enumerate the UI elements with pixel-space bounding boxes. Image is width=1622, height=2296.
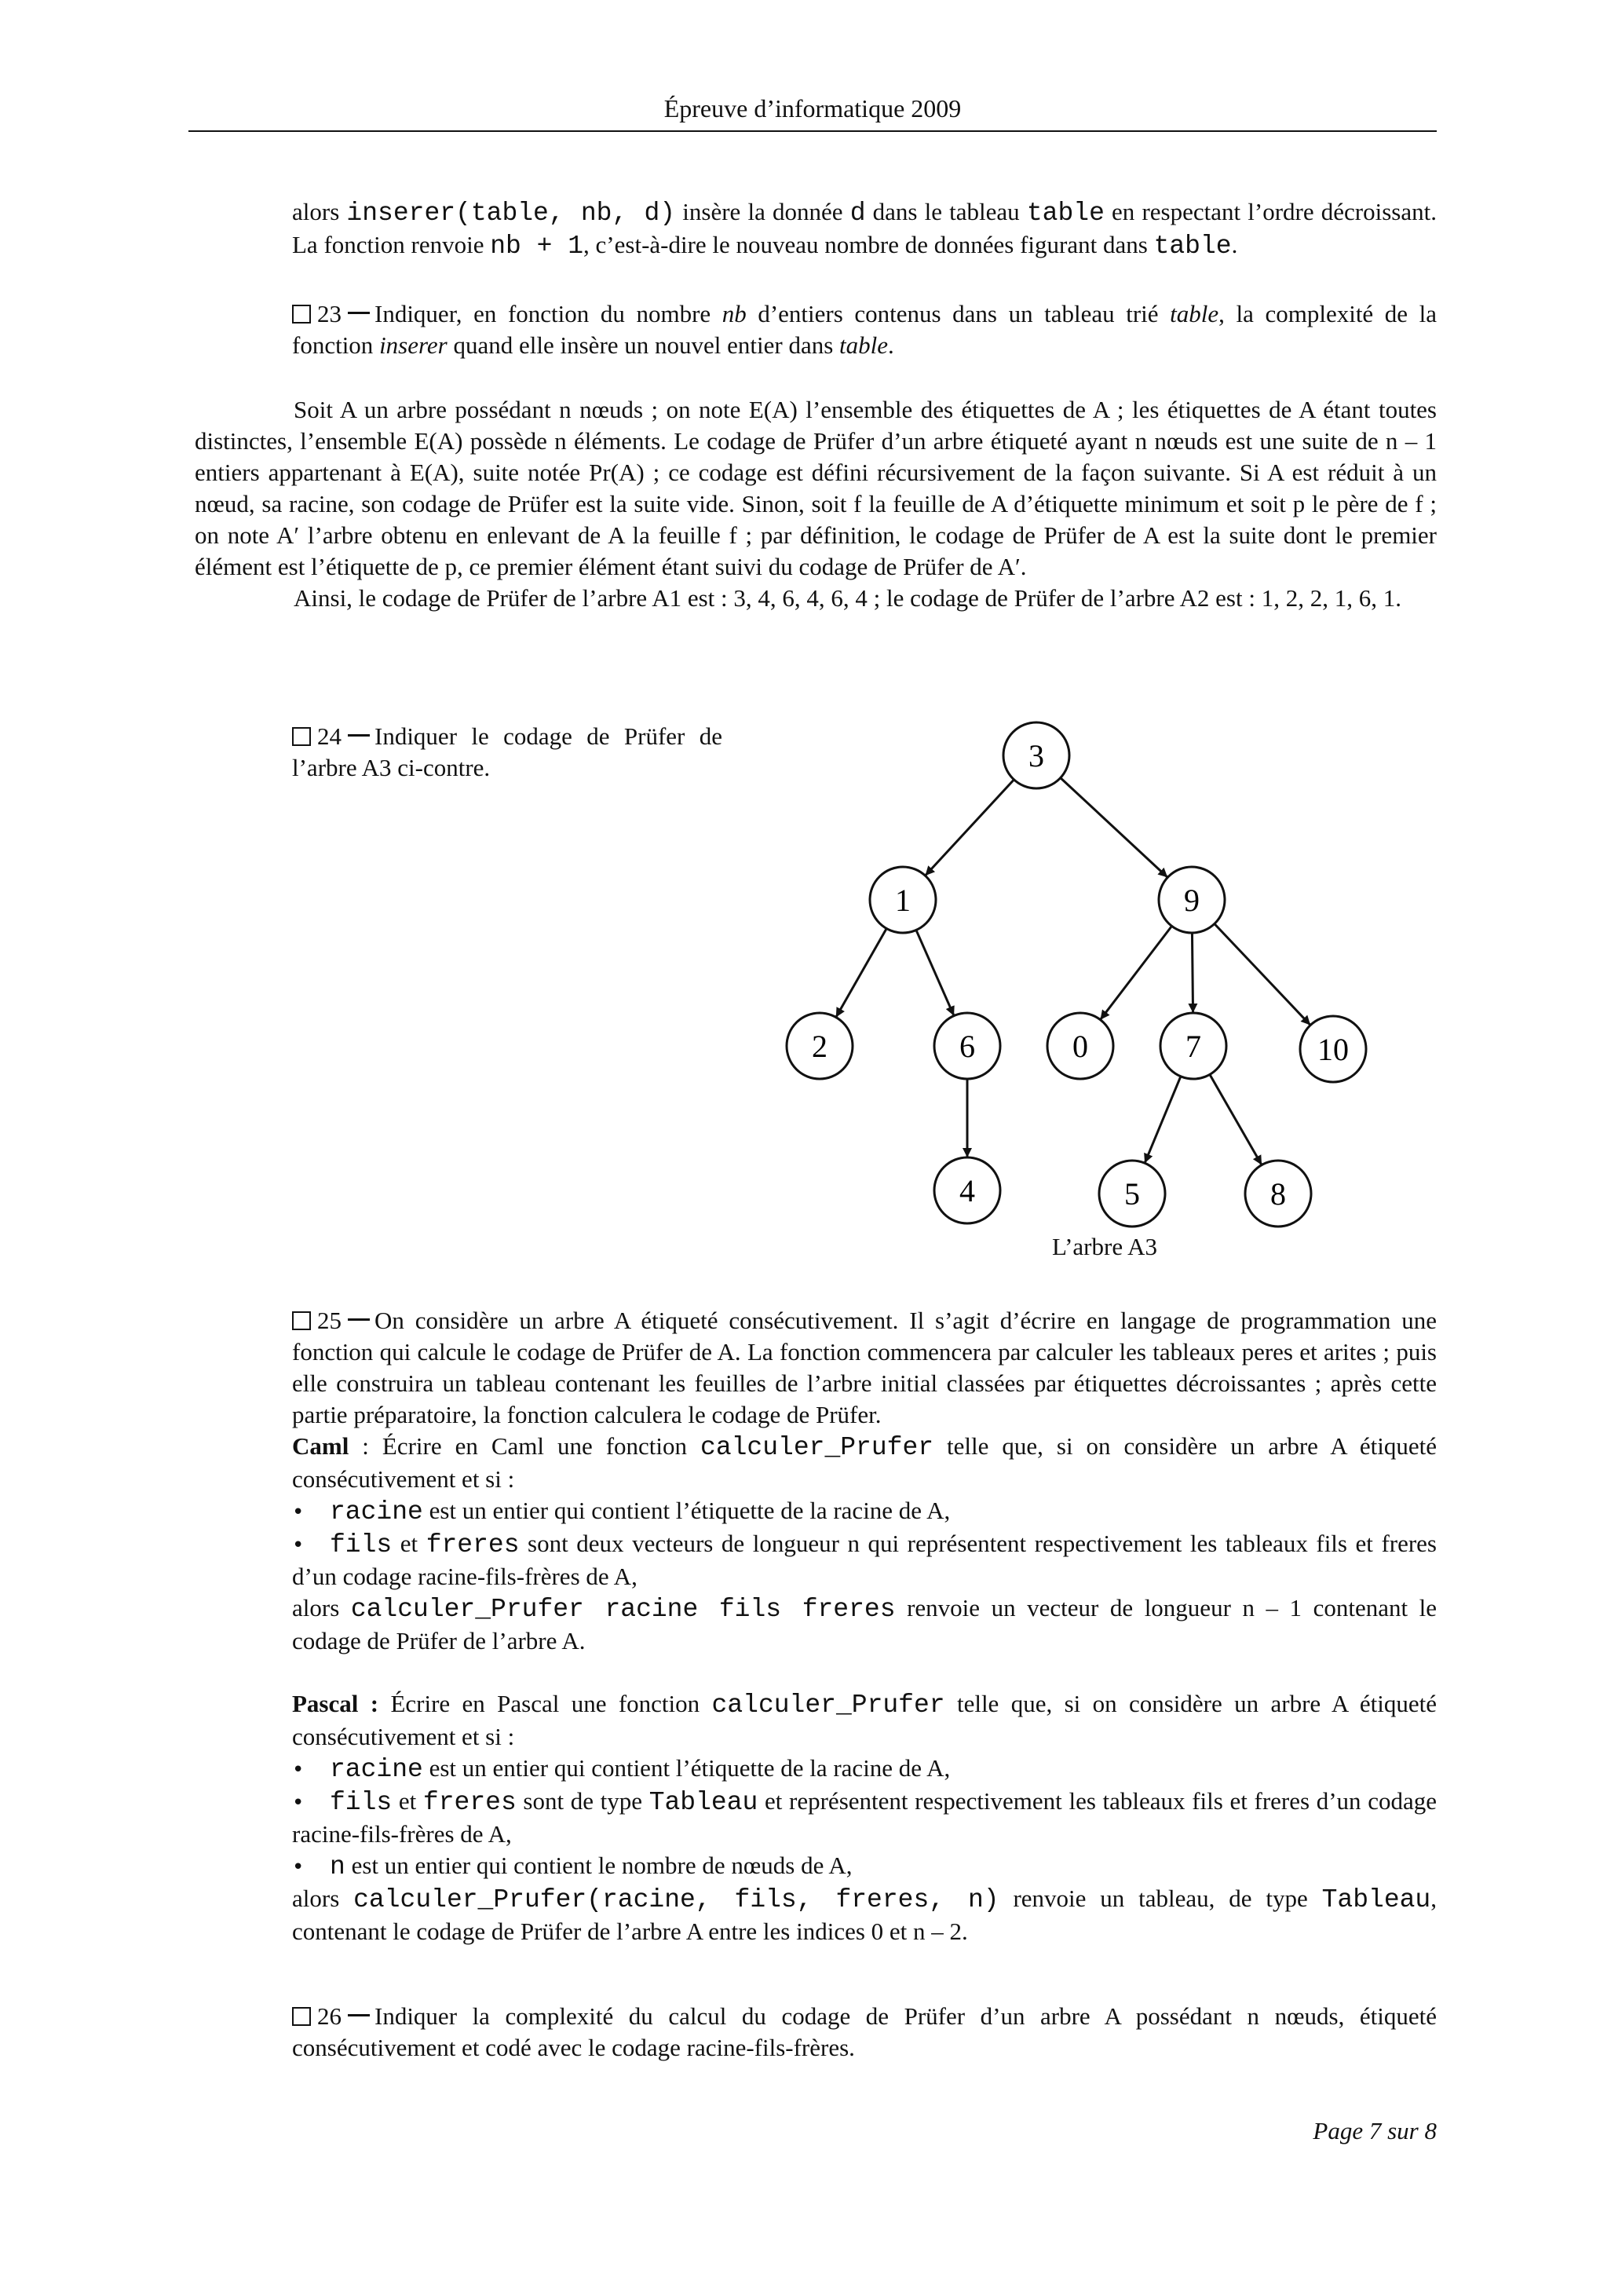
- caml-return: [292, 1592, 1437, 1657]
- caml-bullet-racine: [292, 1495, 1437, 1528]
- code-table: table: [1153, 232, 1232, 261]
- svg-text:9: 9: [1184, 883, 1200, 918]
- tree-edge-9-7: [1192, 933, 1193, 1012]
- tree-edge-3-9: [1061, 778, 1167, 877]
- text: et représentent respectivement les tableaux fils et freres d’un codage racine-fils-frères de A,: [292, 1787, 1437, 1848]
- svg-text:6: 6: [959, 1029, 975, 1064]
- text: alors: [292, 1885, 354, 1912]
- text: est un entier qui contient l’étiquette de la racine de A,: [422, 1497, 951, 1524]
- page-number: Page 7 sur 8: [1313, 2117, 1437, 2144]
- tree-node-0: [1047, 1013, 1113, 1079]
- tree-node-2: [787, 1013, 853, 1079]
- svg-text:1: 1: [895, 883, 911, 918]
- svg-text:2: 2: [812, 1029, 827, 1064]
- tree-edge-9-0: [1101, 926, 1171, 1018]
- checkbox-icon: [292, 727, 311, 746]
- tree-node-3: [1003, 722, 1069, 788]
- code-inserer-call: inserer(table, nb, d): [346, 199, 676, 228]
- text: renvoie un tableau, de type: [999, 1885, 1322, 1912]
- tree-node-1: [870, 867, 936, 933]
- text: table: [839, 331, 889, 359]
- text: sont de type: [516, 1787, 649, 1815]
- page-header: Épreuve d’informatique 2009: [663, 94, 962, 122]
- question-24: [292, 721, 722, 784]
- example-paragraph: Ainsi, le codage de Prüfer de l’arbre A1 est : 3, 4, 6, 4, 6, 4 ; le codage de Prüfer de l’arbre A2 est : 1, 2, 2, 1, 6, 1.: [294, 584, 1401, 612]
- dash-icon: [348, 1318, 370, 1321]
- code: calculer_Prufer racine fils freres: [350, 1595, 896, 1624]
- tree-edge-1-2: [836, 928, 886, 1016]
- text: .: [1231, 231, 1238, 258]
- bullet-icon: •: [292, 1501, 305, 1524]
- question-number: 24: [317, 722, 342, 750]
- text: dans le tableau: [865, 198, 1027, 225]
- prufer-definition: [195, 394, 1437, 614]
- text: , contenant le codage de Prüfer de l’arbre A entre les indices 0 et n – 2.: [292, 1885, 1437, 1945]
- code: Tableau: [648, 1788, 758, 1817]
- tree-edge-7-8: [1210, 1074, 1262, 1164]
- tree-edge-3-1: [926, 780, 1014, 876]
- text: nb: [721, 300, 747, 327]
- checkbox-icon: [292, 2007, 311, 2026]
- pascal-instructions: [292, 1688, 1437, 1753]
- svg-text:4: 4: [959, 1173, 975, 1208]
- tree-node-5: [1099, 1161, 1165, 1227]
- tree-edge-7-5: [1145, 1077, 1180, 1162]
- text: inserer: [379, 331, 448, 359]
- text: est un entier qui contient le nombre de nœuds de A,: [345, 1852, 853, 1879]
- bullet-icon: •: [292, 1758, 305, 1782]
- bullet-icon: •: [292, 1791, 305, 1815]
- header-rule: [188, 130, 1437, 132]
- tree-node-10: [1300, 1016, 1366, 1082]
- text: .: [888, 331, 894, 359]
- code: fils: [330, 1530, 393, 1559]
- text: d’entiers contenus dans un tableau trié: [746, 300, 1171, 327]
- q22-continuation: [292, 196, 1437, 262]
- svg-text:10: 10: [1317, 1032, 1349, 1067]
- code: freres: [426, 1530, 520, 1559]
- checkbox-icon: [292, 1311, 311, 1330]
- definition-paragraph: Soit A un arbre possédant n nœuds ; on note E(A) l’ensemble des étiquettes de A ; les étiquettes de A étant toutes distinctes, l’ensemble E(A) possède n éléments. Le codage de Prüfer d’un arbre étiqueté ayant n nœuds est une suite de n – 1 entiers appartenant à E(A), suite notée Pr(A) ; ce codage est défini récursivement de la façon suivante. Si A est réduit à un nœud, sa racine, son codage de Prüfer est la suite vide. Sinon, soit f la feuille de A d’étiquette minimum et soit p le père de f ; on note A′ l’arbre obtenu en enlevant de A la feuille f ; par définition, le codage de Prüfer de A est la suite dont le premier élément est l’étiquette de p, ce premier élément étant suivi du codage de Prüfer de A′.: [195, 396, 1437, 580]
- caml-instructions: [292, 1431, 1437, 1495]
- code-d: d: [849, 199, 866, 228]
- text: , la complexité de la fonction: [292, 300, 1437, 359]
- text: en respectant l’ordre décroissant. La fonction renvoie: [292, 198, 1437, 258]
- code: calculer_Prufer: [700, 1433, 934, 1462]
- text: renvoie un vecteur de longueur n – 1 contenant le codage de Prüfer de l’arbre A.: [292, 1594, 1438, 1654]
- code: racine: [330, 1497, 423, 1526]
- text: sont deux vecteurs de longueur n qui représentent respectivement les tableaux fils et freres d’un codage racine-fils-frères de A,: [292, 1530, 1437, 1590]
- q25-intro: On considère un arbre A étiqueté consécutivement. Il s’agit d’écrire en langage de programmation une fonction qui calcule le codage de Prüfer de A. La fonction commencera par calculer les tableaux peres et arites ; puis elle construira un tableau contenant les feuilles de l’arbre initial classées par étiquettes décroissantes ; après cette partie préparatoire, la fonction calculera le codage de Prüfer.: [292, 1307, 1437, 1428]
- pascal-bullet-n: [292, 1850, 1437, 1883]
- pascal-bullet-fils-freres: [292, 1786, 1437, 1850]
- caml-bullet-fils-freres: [292, 1528, 1437, 1592]
- tree-node-4: [934, 1157, 1000, 1223]
- question-26: [292, 2001, 1437, 2064]
- question-number: 23: [317, 300, 342, 327]
- code: n: [330, 1852, 345, 1881]
- bullet-icon: •: [292, 1534, 305, 1557]
- text: telle que, si on considère un arbre A étiqueté consécutivement et si :: [292, 1690, 1437, 1750]
- text: insère la donnée: [675, 198, 850, 225]
- svg-text:7: 7: [1185, 1029, 1201, 1064]
- text: , c’est-à-dire le nouveau nombre de données figurant dans: [583, 231, 1154, 258]
- tree-edge-1-6: [916, 930, 954, 1015]
- text: Indiquer, en fonction du nombre: [374, 300, 722, 327]
- dash-icon: [348, 734, 370, 737]
- code: racine: [330, 1755, 423, 1784]
- text: et: [392, 1787, 423, 1815]
- tree-node-8: [1245, 1161, 1311, 1227]
- question-number: 26: [317, 2002, 342, 2030]
- code: calculer_Prufer: [711, 1691, 945, 1720]
- checkbox-icon: [292, 305, 311, 324]
- code: freres: [422, 1788, 517, 1817]
- label: Pascal :: [292, 1690, 379, 1717]
- tree-caption: L’arbre A3: [1052, 1233, 1158, 1260]
- question-23: [292, 298, 1437, 361]
- code: fils: [330, 1788, 393, 1817]
- tree-a3-diagram: [777, 707, 1374, 1272]
- text: table: [1170, 300, 1219, 327]
- text: telle que, si on considère un arbre A étiqueté consécutivement et si :: [292, 1432, 1437, 1493]
- text: : Écrire en Caml une fonction: [349, 1432, 701, 1460]
- tree-edge-9-10: [1215, 923, 1310, 1024]
- text: quand elle insère un nouvel entier dans: [447, 331, 840, 359]
- text: et: [392, 1530, 426, 1557]
- pascal-bullet-racine: [292, 1753, 1437, 1786]
- text: alors: [292, 198, 347, 225]
- svg-text:8: 8: [1270, 1176, 1286, 1212]
- bullet-icon: •: [292, 1855, 305, 1879]
- code: calculer_Prufer(racine, fils, freres, n): [353, 1885, 999, 1914]
- code-table: table: [1026, 199, 1105, 228]
- text: est un entier qui contient l’étiquette de la racine de A,: [422, 1754, 951, 1782]
- svg-text:5: 5: [1124, 1176, 1140, 1212]
- tree-node-9: [1159, 867, 1225, 933]
- text: Écrire en Pascal une fonction: [378, 1690, 712, 1717]
- tree-node-6: [934, 1013, 1000, 1079]
- code: Tableau: [1321, 1885, 1431, 1914]
- tree-node-7: [1160, 1013, 1226, 1079]
- pascal-return: [292, 1883, 1437, 1947]
- dash-icon: [348, 2014, 370, 2016]
- svg-text:0: 0: [1072, 1029, 1088, 1064]
- question-25: [292, 1305, 1437, 1947]
- text: Indiquer le codage de Prüfer de l’arbre A3 ci-contre.: [292, 722, 722, 781]
- svg-text:3: 3: [1028, 738, 1044, 773]
- text: alors: [292, 1594, 351, 1621]
- text: Indiquer la complexité du calcul du codage de Prüfer d’un arbre A possédant n nœuds, étiqueté consécutivement et codé avec le codage racine-fils-frères.: [292, 2002, 1437, 2061]
- label: Caml: [292, 1432, 349, 1460]
- question-number: 25: [317, 1307, 342, 1334]
- code-nb-plus-1: nb + 1: [490, 232, 584, 261]
- dash-icon: [348, 312, 370, 314]
